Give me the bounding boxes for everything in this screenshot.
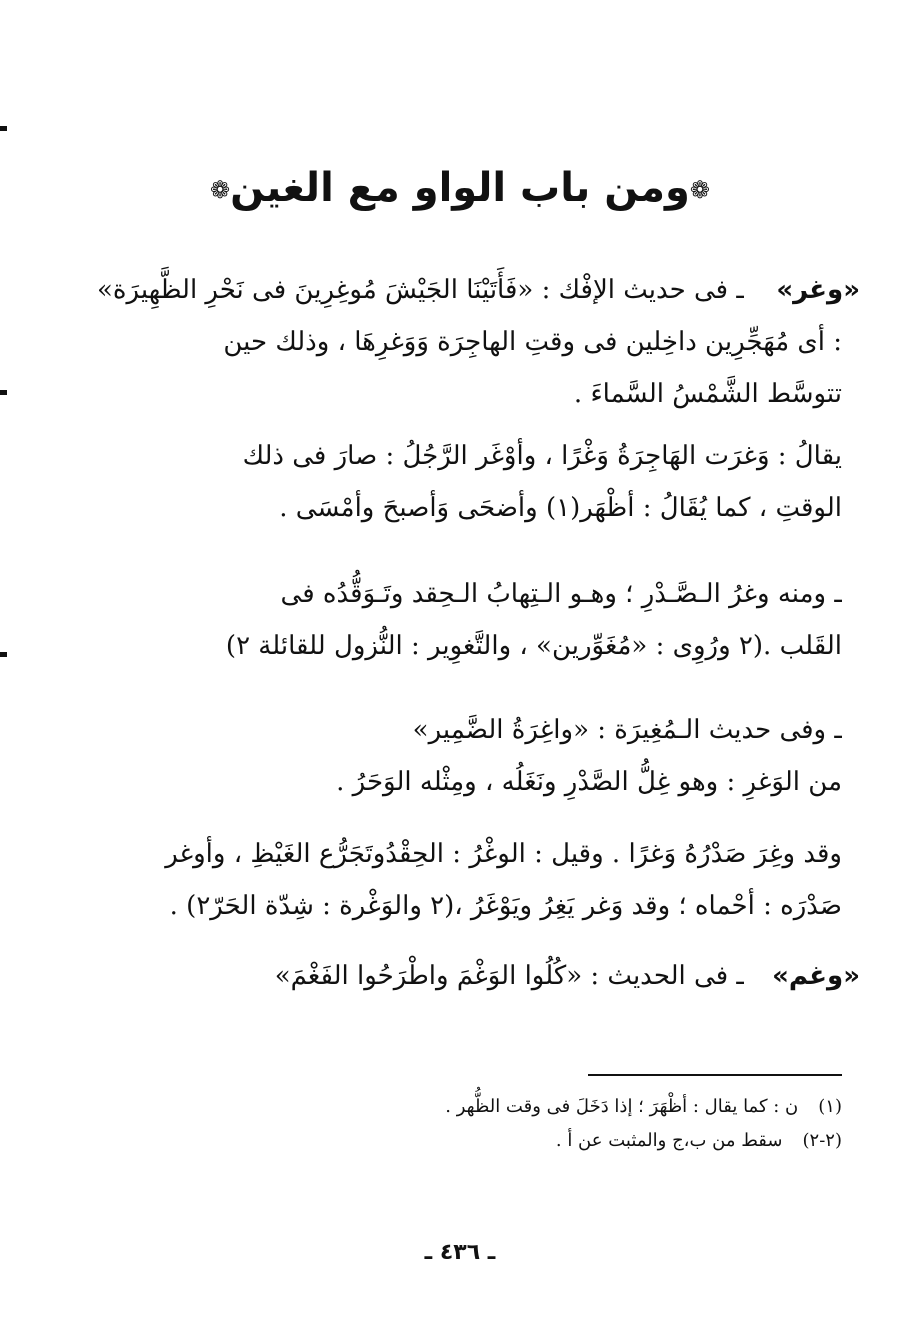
- text-line: ـ وفى حديث الـمُغِيرَة : «واغِرَةُ الضَّمِير»: [412, 715, 842, 745]
- paragraph-6: [88, 950, 744, 1002]
- text-line: ـ ومنه وغرُ الـصَّـدْرِ ؛ وهـو الـتِهابُ الـحِقد وتَـوَقُّدُه فى: [280, 579, 842, 609]
- paragraph-5: [76, 828, 842, 932]
- edge-mark-bottom: [0, 652, 7, 657]
- text-line: : أى مُهَجِّرِين داخِلين فى وقتِ الهاجِرَة وَوَغرِهَا ، وذلك حين: [223, 327, 842, 357]
- footnote-text: سقط من ب،ج والمثبت عن أ .: [555, 1130, 783, 1151]
- chapter-heading: [0, 158, 920, 220]
- footnote-1: [300, 1090, 842, 1124]
- text-line: من الوَغرِ : وهو غِلُّ الصَّدْرِ ونَغَلُه ، ومِثْله الوَحَرُ .: [336, 767, 842, 797]
- edge-mark-middle: [0, 390, 7, 395]
- chapter-heading-text: ومن باب الواو مع الغين: [230, 165, 690, 211]
- text-line: الوقتِ ، كما يُقَالُ : أظْهَر(١) وأضحَى وَأصبحَ وأمْسَى .: [279, 493, 842, 523]
- text-line: ـ فى الحديث : «كُلُوا الوَغْمَ واطْرَحُوا الفَغْمَ»: [274, 961, 744, 991]
- paragraph-2: [88, 430, 842, 534]
- entry-headword-wagr: «وغر»: [776, 275, 860, 305]
- paragraph-1: [88, 264, 744, 316]
- paragraph-4: [88, 704, 842, 808]
- footnote-divider: [588, 1074, 842, 1076]
- entry-headword-wagm: «وغم»: [772, 961, 860, 991]
- edge-mark-top: [0, 126, 7, 131]
- footnote-number: (١): [818, 1096, 842, 1117]
- paragraph-3: [88, 568, 842, 672]
- text-line: يقالُ : وَغرَت الهَاجِرَةُ وَغْرًا ، وأوْغَر الرَّجُلُ : صارَ فى ذلك: [242, 441, 842, 471]
- text-line: تتوسَّط الشَّمْسُ السَّماءَ .: [573, 379, 842, 409]
- ornament-left-icon: ❁: [210, 176, 231, 204]
- page-number: ـ ٤٣٦ ـ: [424, 1240, 496, 1265]
- text-line: وقد وغِرَ صَدْرُهُ وَغرًا . وقيل : الوغْرُ : الحِقْدُوتَجَرُّع الغَيْظِ ، وأوغر: [165, 839, 842, 869]
- footnotes: [300, 1090, 842, 1158]
- footnote-number: (٢-٢): [802, 1130, 842, 1151]
- paragraph-1-cont: [88, 316, 842, 420]
- text-line: صَدْرَه : أحْماه ؛ وقد وَغر يَغِرُ ويَوْغَرُ ،(٢ والوَغْرة : شِدّة الحَرّ٢) .: [169, 891, 842, 921]
- footnote-text: ن : كما يقال : أظْهَرَ ؛ إذا دَخَلَ فى وقت الظُّهر .: [445, 1096, 799, 1117]
- text-line: ـ فى حديث الإفْك : «فَأَتَيْنَا الجَيْشَ مُوغِرِينَ فى نَحْرِ الظَّهِيرَة»: [96, 275, 744, 305]
- footnote-2: [300, 1124, 842, 1158]
- text-line: القَلب .(٢ ورُوِى : «مُغَوِّرين» ، والتَّغوِير : النُّزول للقائلة ٢): [225, 631, 842, 661]
- ornament-right-icon: ❁: [689, 176, 710, 204]
